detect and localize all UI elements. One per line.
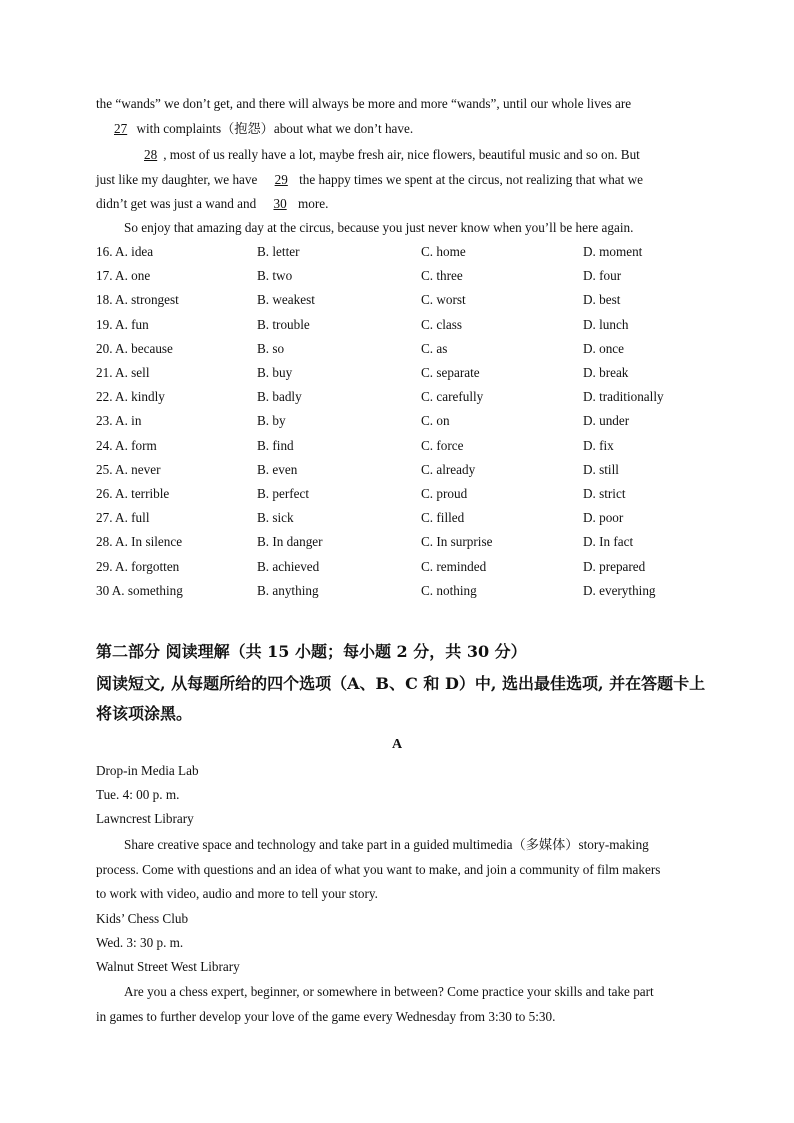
option-c: C. In surprise <box>421 534 493 550</box>
option-c: C. worst <box>421 292 466 308</box>
passage-line-2 <box>96 120 700 138</box>
option-c: C. proud <box>421 486 468 501</box>
option-d: D. best <box>583 292 621 308</box>
option-b: B. buy <box>257 365 293 380</box>
passage-line-5-text: more. <box>294 196 329 211</box>
passage-line-6: So enjoy that amazing day at the circus, because you just never know when you’ll be here again. <box>124 220 634 235</box>
passage-line-4-text: the happy times we spent at the circus, not realizing that what we <box>295 172 643 187</box>
option-b: B. two <box>257 268 293 284</box>
option-c: C. home <box>421 244 466 259</box>
option-c: C. nothing <box>421 582 477 598</box>
event-time: Tue. 4: 00 p. m. <box>96 787 180 802</box>
option-c: C. three <box>421 268 463 284</box>
passage-label: A <box>391 737 403 752</box>
option-b: B. achieved <box>257 558 320 574</box>
option-a: 29. A. forgotten <box>96 558 180 574</box>
option-c: C. separate <box>421 365 480 380</box>
passage-line-3 <box>96 146 728 164</box>
option-b: B. so <box>257 340 285 356</box>
option-a: 30 A. something <box>96 582 183 598</box>
option-b: B. badly <box>257 389 302 405</box>
event-time: Wed. 3: 30 p. m. <box>96 935 184 950</box>
option-b: B. trouble <box>257 316 310 332</box>
option-a: 22. A. kindly <box>96 389 165 405</box>
option-d: D. under <box>583 413 630 429</box>
section-instruction-line-1: 阅读短文, 从每题所给的四个选项（A、B、C 和 D）中, 选出最佳选项, 并在答题卡上 <box>96 674 706 693</box>
option-d: D. four <box>583 268 622 284</box>
option-d: D. once <box>583 340 625 356</box>
option-d: D. poor <box>583 510 624 526</box>
option-d: D. In fact <box>583 534 634 550</box>
option-d: D. still <box>583 461 619 477</box>
section-heading: 第二部分 阅读理解（共 15 小题；每小题 2 分，共 30 分） <box>96 642 527 661</box>
blank-29: 29 <box>274 172 288 187</box>
option-d: D. prepared <box>583 558 646 574</box>
option-d: D. strict <box>583 486 626 501</box>
option-a: 27. A. full <box>96 510 150 526</box>
option-b: B. anything <box>257 582 319 598</box>
blank-28: 28 <box>144 147 158 162</box>
option-a: 16. A. idea <box>96 244 154 259</box>
option-c: C. already <box>421 461 476 477</box>
option-a: 23. A. in <box>96 413 142 429</box>
option-d: D. lunch <box>583 316 629 332</box>
option-a: 24. A. form <box>96 437 157 453</box>
option-d: D. break <box>583 365 629 380</box>
event-place: Lawncrest Library <box>96 811 194 826</box>
blank-30: 30 <box>273 196 287 211</box>
event-description-line: to work with video, audio and more to tell your story. <box>96 886 378 901</box>
option-d: D. moment <box>583 244 643 259</box>
option-c: C. carefully <box>421 389 484 405</box>
option-b: B. find <box>257 437 294 453</box>
option-b: B. letter <box>257 244 300 259</box>
passage-line-2-text: with complaints（抱怨）about what we don’t have. <box>133 121 414 136</box>
option-c: C. filled <box>421 510 465 526</box>
passage-line-3-text: , most of us really have a lot, maybe fresh air, nice flowers, beautiful music and so on. But <box>163 147 640 162</box>
option-d: D. everything <box>583 582 656 598</box>
event-description-line: in games to further develop your love of the game every Wednesday from 3:30 to 5:30. <box>96 1009 556 1024</box>
option-a: 21. A. sell <box>96 365 150 380</box>
option-a: 25. A. never <box>96 461 161 477</box>
passage-line-1: the “wands” we don’t get, and there will always be more and more “wands”, until our whole lives are <box>96 96 632 111</box>
option-a: 28. A. In silence <box>96 534 183 550</box>
option-c: C. on <box>421 413 450 429</box>
passage-line-4 <box>96 171 700 189</box>
event-title: Kids’ Chess Club <box>96 911 189 926</box>
option-b: B. perfect <box>257 486 309 501</box>
option-c: C. class <box>421 316 463 332</box>
blank-27: 27 <box>114 121 128 136</box>
event-description-line: Are you a chess expert, beginner, or somewhere in between? Come practice your skills and take part <box>124 984 654 999</box>
section-instruction-line-2: 将该项涂黑。 <box>96 704 193 723</box>
event-description-line: Share creative space and technology and take part in a guided multimedia（多媒体）story-making <box>124 837 649 852</box>
option-a: 26. A. terrible <box>96 486 170 501</box>
option-d: D. fix <box>583 437 614 453</box>
option-b: B. In danger <box>257 534 323 550</box>
option-b: B. weakest <box>257 292 315 308</box>
option-b: B. by <box>257 413 286 429</box>
option-c: C. force <box>421 437 464 453</box>
event-description-line: process. Come with questions and an idea of what you want to make, and join a community of film makers <box>96 862 661 877</box>
option-c: C. as <box>421 340 448 356</box>
passage-line-5-pre: didn’t get was just a wand and <box>96 196 260 211</box>
option-b: B. even <box>257 461 298 477</box>
option-d: D. traditionally <box>583 389 664 405</box>
option-b: B. sick <box>257 510 294 526</box>
option-c: C. reminded <box>421 558 487 574</box>
option-a: 17. A. one <box>96 268 151 284</box>
option-a: 19. A. fun <box>96 316 149 332</box>
event-place: Walnut Street West Library <box>96 959 240 974</box>
event-title: Drop-in Media Lab <box>96 763 199 778</box>
passage-line-4-pre: just like my daughter, we have <box>96 172 261 187</box>
option-a: 18. A. strongest <box>96 292 179 308</box>
passage-line-5 <box>96 195 700 213</box>
option-a: 20. A. because <box>96 340 173 356</box>
